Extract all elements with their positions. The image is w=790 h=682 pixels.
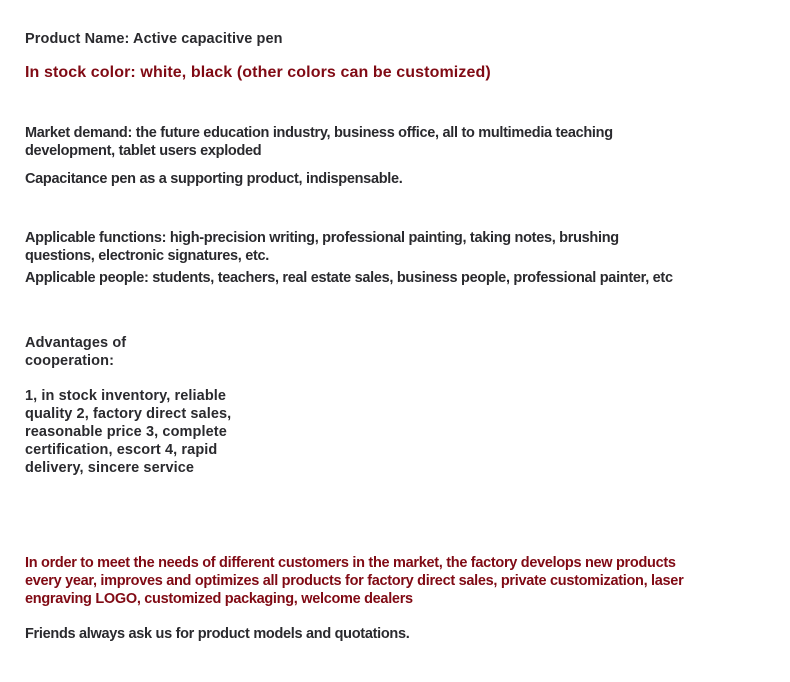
applicable-functions: Applicable functions: high-precision writing, professional painting, taking notes, brushing questions, electronic signatures, etc. xyxy=(25,230,619,264)
advantages-body: 1, in stock inventory, reliable quality 2, factory direct sales, reasonable price 3, complete certification, escort 4, rapid delivery, sincere service xyxy=(25,388,232,476)
advantages-heading: Advantages of cooperation: xyxy=(25,335,127,369)
applicable-people: Applicable people: students, teachers, real estate sales, business people, professional painter, etc xyxy=(25,270,673,286)
stock-color: In stock color: white, black (other colors can be customized) xyxy=(25,64,491,81)
market-demand: Market demand: the future education industry, business office, all to multimedia teaching development, tablet users exploded xyxy=(25,125,613,159)
factory-statement: In order to meet the needs of different customers in the market, the factory develops new products every year, improves and optimizes all products for factory direct sales, private customization, laser engraving LOGO, customized packaging, welcome dealers xyxy=(25,555,684,607)
closing-note: Friends always ask us for product models and quotations. xyxy=(25,626,410,642)
product-name: Product Name: Active capacitive pen xyxy=(25,31,283,47)
supporting-product: Capacitance pen as a supporting product, indispensable. xyxy=(25,171,403,187)
